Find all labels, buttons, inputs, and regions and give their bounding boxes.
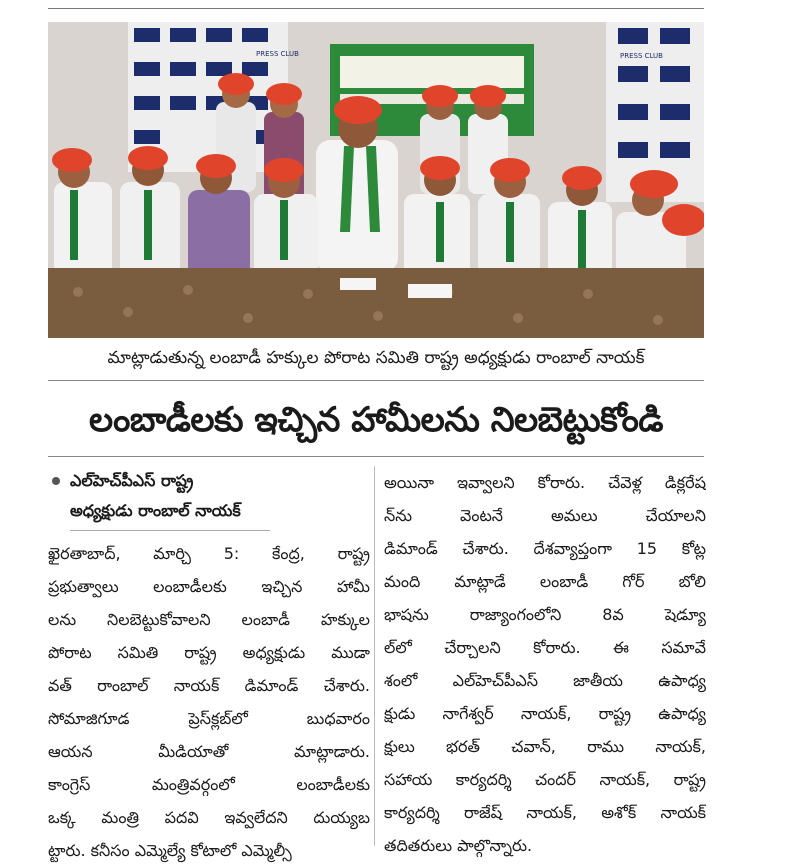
column-right xyxy=(384,466,706,862)
body-line: సహాయ కార్యదర్శి చందర్ నాయక్, రాష్ట్ర xyxy=(384,770,706,789)
body-line: కార్యదర్శి రాజేష్ నాయక్, అశోక్ నాయక్ xyxy=(384,803,706,822)
body-line: సోమాజిగూడ ప్రెస్‌క్లబ్‌లో బుధవారం xyxy=(48,709,370,728)
body-line: తదితరులు పాల్గొన్నారు. xyxy=(384,836,533,855)
body-line: ఆయన మీడియాతో మాట్లాడారు. xyxy=(48,742,370,761)
column-left xyxy=(48,466,370,867)
bullet-icon xyxy=(52,477,60,485)
body-line: లను నిలబెట్టుకోవాలని లంబాడీ హక్కుల xyxy=(48,610,370,629)
body-line: న్‌ను వెంటనే అమలు చేయాలని xyxy=(384,506,706,525)
body-line: డిమాండ్ చేశారు. దేశవ్యాప్తంగా 15 కోట్ల xyxy=(384,539,706,558)
body-line: క్షుడు నాగేశ్వర్ నాయక్, రాష్ట్ర ఉపాధ్య xyxy=(384,704,706,723)
body-line: భాషను రాజ్యాంగంలోని 8వ షెడ్యూ xyxy=(384,605,706,624)
column-divider xyxy=(374,466,375,846)
body-line: వత్ రాంబాల్ నాయక్ డిమాండ్ చేశారు. xyxy=(48,676,370,695)
body-line: ల్‌లో చేర్చాలని కోరారు. ఈ సమావే xyxy=(384,638,706,657)
subheading-line-1: ఎల్‌హెచ్‌పీఎస్ రాష్ట్ర xyxy=(70,471,194,490)
photo-caption: మాట్లాడుతున్న లంబాడీ హక్కుల పోరాట సమితి రాష్ట్ర అధ్యక్షుడు రాంబాల్ నాయక్ xyxy=(48,340,704,381)
body-line: అయినా ఇవ్వాలని కోరారు. చేవెళ్ల డిక్లరేష xyxy=(384,473,706,492)
body-line: ట్టారు. కనీసం ఎమ్మెల్యే కోటాలో ఎమ్మెల్సీ xyxy=(48,841,292,860)
body-line: శంలో ఎల్‌హెచ్‌పీఎస్ జాతీయ ఉపాధ్య xyxy=(384,671,706,690)
top-rule xyxy=(48,8,704,9)
body-line: క్షులు భరత్ చవాన్, రాము నాయక్, xyxy=(384,737,706,756)
speaker xyxy=(316,140,398,272)
body-line: పోరాట సమితి రాష్ట్ర అధ్యక్షుడు ముడా xyxy=(48,643,370,662)
body-line: ఒక్క మంత్రి పదవి ఇవ్వలేదని దుయ్యబ xyxy=(48,808,370,827)
body-line: ప్రభుత్వాలు లంబాడీలకు ఇచ్చిన హామీ xyxy=(48,577,370,596)
body-line: మంది మాట్లాడే లంబాడీ గోర్ బోలి xyxy=(384,572,706,591)
press-meet-photo xyxy=(48,22,704,338)
subheading-line-2: అధ్యక్షుడు రాంబాల్ నాయక్ xyxy=(70,501,241,520)
body-line: ఖైరతాబాద్, మార్చి 5: కేంద్ర, రాష్ట్ర xyxy=(48,544,370,563)
headline: లంబాడీలకు ఇచ్చిన హామీలను నిలబెట్టుకోండి xyxy=(48,392,704,457)
subheading xyxy=(48,466,370,531)
body-line: కాంగ్రెస్ మంత్రివర్గంలో లంబాడీలకు xyxy=(48,775,370,794)
backdrop-left-text: PRESS CLUB xyxy=(256,50,299,58)
news-photo xyxy=(48,22,704,338)
backdrop-right-text: PRESS CLUB xyxy=(620,52,663,60)
